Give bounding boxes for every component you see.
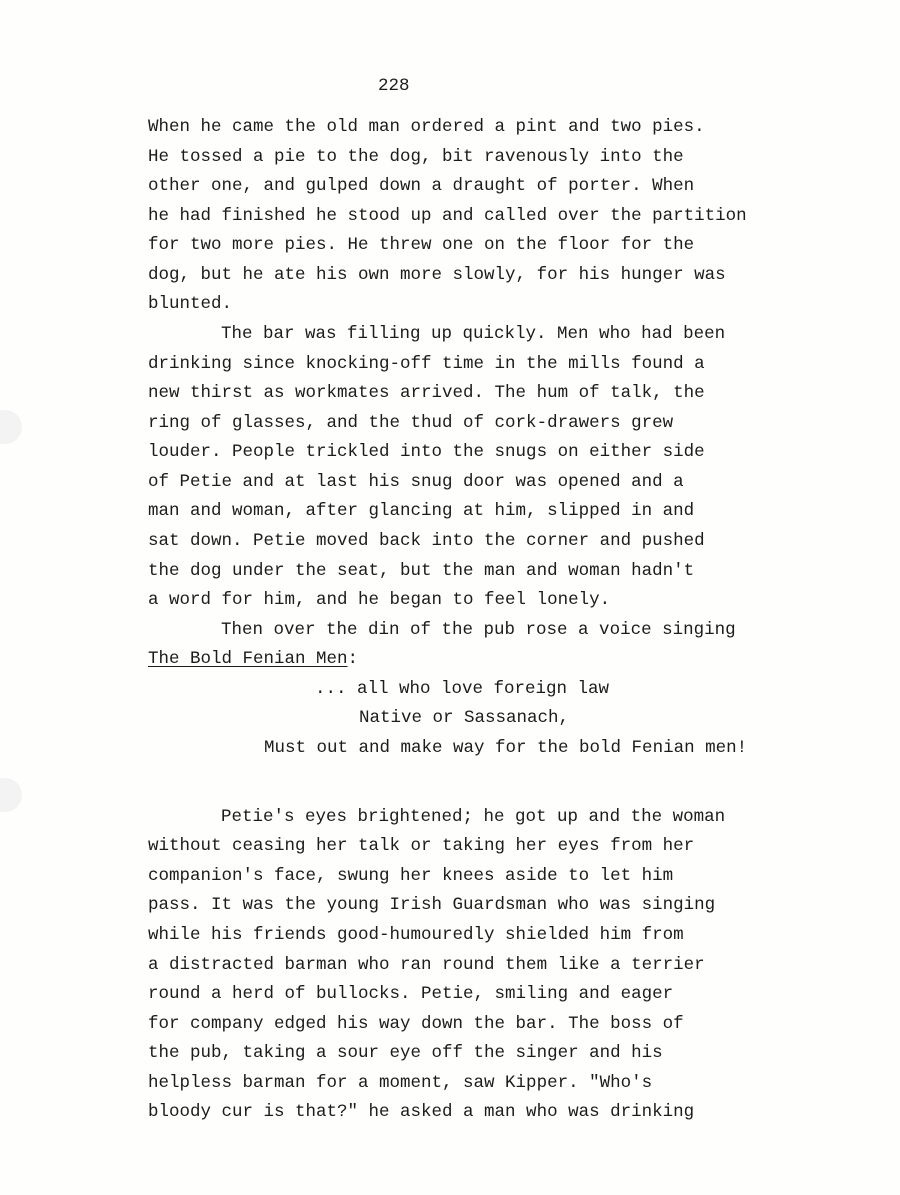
text-line: new thirst as workmates arrived. The hum of talk, the [148, 383, 705, 403]
text-line: without ceasing her talk or taking her eyes from her [148, 836, 695, 856]
text-line: ring of glasses, and the thud of cork-drawers grew [148, 413, 674, 433]
text-line: helpless barman for a moment, saw Kipper. "Who's [148, 1073, 653, 1093]
text-line: of Petie and at last his snug door was opened and a [148, 472, 684, 492]
text-line: bloody cur is that?" he asked a man who was drinking [148, 1102, 695, 1122]
text-line: drinking since knocking-off time in the mills found a [148, 354, 705, 374]
text-line: for two more pies. He threw one on the floor for the [148, 235, 695, 255]
text-line: Petie's eyes brightened; he got up and the woman [221, 807, 726, 827]
song-title: The Bold Fenian Men [148, 649, 348, 669]
text-line: dog, but he ate his own more slowly, for his hunger was [148, 265, 726, 285]
text-line: The bar was filling up quickly. Men who had been [221, 324, 726, 344]
text-line: Then over the din of the pub rose a voice singing [221, 620, 736, 640]
text-line: He tossed a pie to the dog, bit ravenously into the [148, 147, 684, 167]
text-line: pass. It was the young Irish Guardsman who was singing [148, 895, 716, 915]
text-line: When he came the old man ordered a pint and two pies. [148, 117, 705, 137]
lyric-line: ... all who love foreign law [315, 679, 610, 699]
text-line: a distracted barman who ran round them like a terrier [148, 955, 705, 975]
scan-edge-mark [0, 778, 22, 812]
text-line: louder. People trickled into the snugs on either side [148, 442, 705, 462]
text-line: sat down. Petie moved back into the corner and pushed [148, 531, 705, 551]
text-line: for company edged his way down the bar. The boss of [148, 1014, 684, 1034]
text-line: companion's face, swung her knees aside to let him [148, 866, 674, 886]
text-line: man and woman, after glancing at him, slipped in and [148, 501, 695, 521]
scan-edge-mark [0, 410, 22, 444]
text-line: other one, and gulped down a draught of porter. When [148, 176, 695, 196]
text-line: the dog under the seat, but the man and woman hadn't [148, 561, 695, 581]
title-colon: : [347, 649, 359, 669]
text-line: the pub, taking a sour eye off the singer and his [148, 1043, 663, 1063]
text-line: a word for him, and he began to feel lonely. [148, 590, 611, 610]
song-title-line [148, 649, 358, 669]
text-line: while his friends good-humouredly shielded him from [148, 925, 684, 945]
text-line: he had finished he stood up and called over the partition [148, 206, 747, 226]
text-line: round a herd of bullocks. Petie, smiling and eager [148, 984, 674, 1004]
text-line: blunted. [148, 294, 233, 314]
lyric-line: Must out and make way for the bold Fenian men! [264, 738, 748, 758]
lyric-line: Native or Sassanach, [359, 708, 570, 728]
page-number: 228 [378, 76, 410, 96]
